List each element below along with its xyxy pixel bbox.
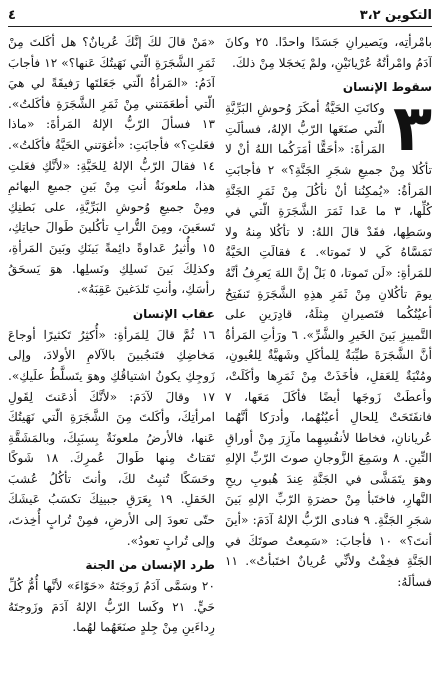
paragraph: ١٦ ثُمَّ قالَ لِلمَرأةِ: «أُكثِرُ تَكثيرًا أوجاعَ مَخاضِكِ فتَنجُبينَ بالآلامِ الأولادَ، وإلى زَوجِكِ يكونُ اشتياقُكِ وهوَ يتَسلَّطُ علَيكِ». ١٧ وقالَ لآدَمَ: «لأنَّكَ أذعَنتَ لِقَولِ امرأتِكَ، وأكَلتَ مِنَ الشَّجَرَةِ الّتي نَهَيتُكَ عَنها، فالأرضُ ملعونَةٌ بِسبَبِكَ، وبالمَشَقَّةِ تَقتاتُ مِنها طَوالَ عُمرِكَ. ١٨ شَوكًا وحَسَكًا تُنبِتُ لكَ، وأنتَ تأكُلُ عُشبَ الحَقلِ. ١٩ بِعَرَقِ جبينِكَ تكسَبُ عَيشَكَ حتّى تعودَ إلى الأرضِ، فمِنْ تُرابٍ أُخِذتَ، وإلى تُرابٍ تعودُ».: [8, 327, 215, 548]
paragraph: بامْرأتِه، ويَصيرانِ جَسَدًا واحدًا. ٢٥ وكانَ آدَمُ وامْرأتُهُ عُرْيانَيْنِ، ولمْ يَخجَلا مِنْ ذلكَ.: [225, 35, 432, 70]
paragraph: وكانَتِ الحَيَّةُ أمكَرَ وُحوشِ البَرِّيَّةِ الّتي صنَعَها الرّبُّ الإلهُ، فسألَتِ المَرأةَ: «أحَقًّا أمَرَكُما اللهُ أنْ لا تأكُلا مِنْ جميعِ شجَرِ الجَنَّةِ؟» ٢ فأجابَتِ المَرأةُ: «يُمكِنُنا أنْ نأكُلَ مِنْ ثَمَرِ الجَنَّةِ كُلِّها، ٣ ما عَدا ثَمَرَ الشَّجَرَةِ الّتي في وسَطِها، فقَدْ قالَ اللهُ: لا تأكُلا مِنهُ ولا تَمَسَّاهُ كَي لا تَموتا». ٤ فقالَتِ الحَيَّةُ للمَرأةِ: «لَن تَموتا، ٥ بَلْ إنَّ اللهَ يَعرِفُ أنَّهُ يومَ تأكُلانِ مِنْ ثَمَرِ هذِهِ الشَّجَرَةِ تَنفَتِحُ أعيُنُكُما فتَصيرانِ مِثلَهُ، قادِرَينِ على التَّمييزِ بَينَ الخَيرِ والشَّرِّ». ٦ ورَأتِ المَرأةُ أنَّ الشَّجَرَةَ طيِّبَةٌ لِلمأكَلِ وشَهيَّةٌ لِلعُيونِ، ومُنْيَةٌ لِلعَقلِ، فأخَذَتْ مِنْ ثَمَرِها وأكَلَتْ، وأعطَتْ زَوجَها أيضًا فأكَلَ مَعَها، ٧ فانفَتَحَتْ لِلحالِ أعيُنُهُما، وأدرَكا أنَّهُما عُريانانِ، فخاطا لأنفُسِهِما مآزِرَ مِنْ أوراقِ التِّينِ. ٨ وسَمِعَ الزَّوجانِ صوتَ الرّبِّ الإلهِ وهوَ يتَمَشَّى في الجَنَّةِ عِندَ هُبوبِ ريحِ النَّهارِ، فاختَبأ مِنْ حضرَةِ الرّبِّ الإلهِ بَينَ شجَرِ الجَنَّةِ. ٩ فنادى الرّبُّ الإلهُ آدَمَ: «أينَ أنتَ؟» ١٠ فأجابَ: «سَمِعتُ صوتَكَ في الجَنَّةِ فخِفْتُ ولأنِّي عُريانٌ اختَبأتُ». ١١ فسألَهُ:: [225, 101, 432, 589]
section-heading: سقوط الإنسان: [342, 80, 432, 95]
right-column: [225, 32, 432, 683]
section-heading: طرد الإنسان من الجنة: [85, 558, 215, 573]
page-number: ٤: [8, 7, 16, 23]
text-columns: [8, 32, 432, 683]
page-header: [8, 4, 432, 27]
section-heading: عقاب الإنسان: [132, 306, 215, 321]
chapter-number: ٣: [392, 92, 432, 167]
bible-page: [8, 4, 432, 683]
left-column: [8, 32, 215, 683]
running-title: التكوين ٣،٢: [359, 7, 432, 23]
paragraph: ٢٠ وسَمَّى آدَمُ زَوجَتَهُ «حَوّاءَ» لأنَّها أُمُّ كُلِّ حَيٍّ. ٢١ وكَسا الرّبُّ الإلهُ آدَمَ وزَوجتَهُ رِداءَينِ مِنْ جِلدٍ صنَعَهُما لهُما.: [8, 579, 215, 635]
paragraph: «مَنْ قالَ لكَ إنَّكَ عُريانٌ؟ هل أكَلتَ مِنْ ثَمَرِ الشَّجَرَةِ الّتي نَهَيتُكَ عَنها؟» ١٢ فأجابَ آدَمُ: «المَرأةُ الّتي جَعَلتَها رَفيقَةً لي هيَ الّتي أطعَمَتني مِنْ ثَمَرِ الشَّجَرَةِ فأكَلتُ». ١٣ فسألَ الرّبُّ الإلهُ المَرأةَ: «ماذا فعَلتِ؟» فأجابَتِ: «أغوَتني الحَيَّةُ فأكَلتُ». ١٤ فقالَ الرّبُّ الإلهُ لِلحَيَّةِ: «لأنَّكِ فعَلتِ هذا، ملعونَةٌ أنتِ مِنْ بَينِ جميعِ البهائمِ ومِنْ جميعِ وُحوشِ البَرِّيَّةِ، على بَطنِكِ تَسعَينَ، ومِنَ التُّرابِ تأكُلينَ طَوالَ حياتِكِ، ١٥ وأُثيرُ عَداوةً دائِمةً بَينَكِ وبَينَ المَرأةِ، وكذلِكَ بَينَ نَسلِكِ ونَسلِها. هوَ يَسحَقُ رأسَكِ، وأنتِ تَلدَغينَ عَقِبَهُ».: [8, 35, 215, 297]
